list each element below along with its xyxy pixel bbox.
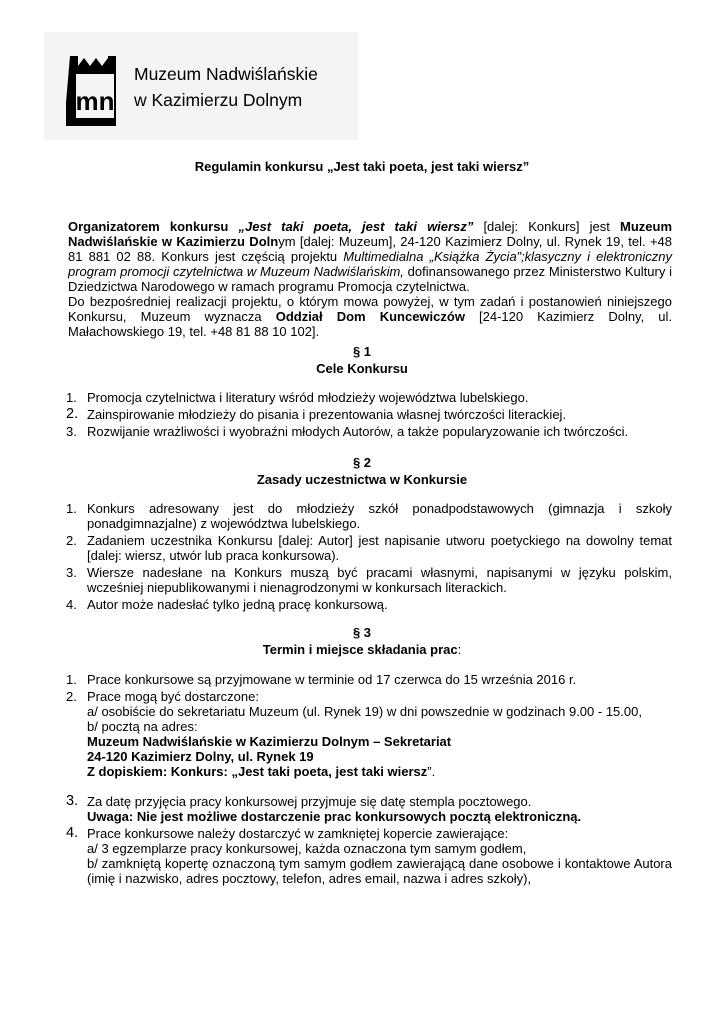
section-3-list — [66, 672, 672, 886]
list-item: 2. Zadaniem uczestnika Konkursu [dalej: Autor] jest napisanie utworu poetyckiego na dowolny temat [dalej: wiersz, utwór lub praca konkursowa). — [66, 533, 672, 563]
list-item: 1. Prace konkursowe są przyjmowane w terminie od 17 czerwca do 15 września 2016 r. — [66, 672, 577, 687]
museum-logo — [44, 32, 358, 140]
intro-text: [dalej: Konkurs] jest — [473, 219, 621, 234]
intro-paragraph-2 — [68, 294, 672, 339]
list-item: 4. Autor może nadesłać tylko jedną pracę konkursową. — [66, 597, 388, 612]
intro-text: [24-120 Kazimierz Dolny, ul. Małachowskiego 19, tel. +48 81 88 10 102]. — [68, 309, 673, 339]
intro-text: ym [dalej: Muzeum], 24-120 Kazimierz Dolny, ul. Rynek 19, tel. +48 81 881 02 88. Konkurs jest częścią projektu — [68, 234, 672, 264]
section-1-list — [66, 390, 672, 439]
museum-name-bold: Muzeum Nadwiślańskie w Kazimierzu Doln — [68, 219, 673, 249]
section-title: Termin i miejsce składania prac — [262, 642, 458, 657]
intro-text: Do bezpośredniej realizacji projektu, o którym mowa powyżej, w tym zadań i postanowień niniejszego Konkursu, Muzeum wyznacza — [68, 294, 672, 324]
intro-block — [68, 219, 672, 339]
emblem-text: mn — [75, 86, 115, 116]
list-item: 2. Zainspirowanie młodzieży do pisania i prezentowania własnej twórczości literackiej. — [66, 406, 567, 422]
section-title: Cele Konkursu — [316, 361, 408, 376]
intro-text: dofinansowanego przez Ministerstwo Kultury i Dziedzictwa Narodowego w ramach programu Promocja czytelnictwa. — [68, 264, 672, 294]
museum-name-line1: Muzeum Nadwiślańskie — [134, 64, 318, 84]
section-2-heading — [0, 454, 724, 488]
list-item: 2. Prace mogą być dostarczone: a/ osobiście do sekretariatu Muzeum (ul. Rynek 19) w dni powszednie w godzinach 9.00 - 15.00, b/ pocztą na adres: Muzeum Nadwiślańskie w Kazimierzu Dolnym – Sekretariat 24-120 Kazimierz Dolny, ul. Rynek 19 Z dopiskiem: Konkurs: „Jest taki poeta, jest taki wiersz”. — [66, 689, 672, 779]
project-name: Multimedialna „Książka Życia”;klasyczny i elektroniczny program promocji czytelnictwa w Muzeum Nadwiślańskim, — [68, 249, 672, 279]
postal-address-line: 24-120 Kazimierz Dolny, ul. Rynek 19 — [87, 749, 314, 764]
section-number: § 3 — [352, 625, 372, 640]
list-item: 3. Rozwijanie wrażliwości i wyobraźni młodych Autorów, a także popularyzowanie ich twórczości. — [66, 424, 629, 439]
museum-name-line2: w Kazimierzu Dolnym — [134, 90, 303, 110]
intro-paragraph-1 — [68, 219, 672, 294]
organizer-label: Organizatorem konkursu — [68, 219, 229, 234]
postal-note: Z dopiskiem: Konkurs: „Jest taki poeta, jest taki wiersz — [87, 764, 428, 779]
list-item: 4. Prace konkursowe należy dostarczyć w zamkniętej kopercie zawierające: a/ 3 egzemplarze pracy konkursowej, każda oznaczona tym samym godłem, b/ zamkniętą kopertę oznaczoną tym samym godłem zawierającą dane osobowe i kontaktowe Autora (imię i nazwisko, adres pocztowy, telefon, adres email, nazwa i adres szkoły), — [66, 825, 672, 886]
list-item: 3. Za datę przyjęcia pracy konkursowej przyjmuje się datę stempla pocztowego. Uwaga: Nie jest możliwe dostarczenie prac konkursowych pocztą elektroniczną. — [66, 794, 672, 824]
section-2-list — [66, 501, 672, 612]
list-item: 3. Wiersze nadesłane na Konkurs muszą być pracami własnymi, napisanymi w języku polskim, wcześniej niepublikowanymi i nienagrodzonymi w konkursach literackich. — [66, 565, 672, 595]
list-item: 1. Konkurs adresowany jest do młodzieży szkół ponadpodstawowych (gimnazja i szkoły ponadgimnazjalne) z województwa lubelskiego. — [66, 501, 672, 531]
list-item: 1. Promocja czytelnictwa i literatury wśród młodzieży województwa lubelskiego. — [66, 390, 529, 405]
heading-colon: : — [457, 642, 462, 657]
section-1-heading — [0, 343, 724, 377]
museum-emblem-icon — [66, 52, 124, 130]
contest-name: „Jest taki poeta, jest taki wiersz” — [238, 219, 474, 234]
postal-address-line: Muzeum Nadwiślańskie w Kazimierzu Dolnym – Sekretariat — [87, 734, 452, 749]
section-title: Zasady uczestnictwa w Konkursie — [256, 472, 468, 487]
section-number: § 2 — [352, 455, 372, 470]
document-title: Regulamin konkursu „Jest taki poeta, jest taki wiersz” — [194, 159, 530, 174]
section-3-heading — [0, 624, 724, 658]
warning-note: Uwaga: Nie jest możliwe dostarczenie prac konkursowych pocztą elektroniczną. — [87, 809, 582, 824]
section-number: § 1 — [352, 344, 372, 359]
branch-name: Oddział Dom Kuncewiczów — [275, 309, 465, 324]
